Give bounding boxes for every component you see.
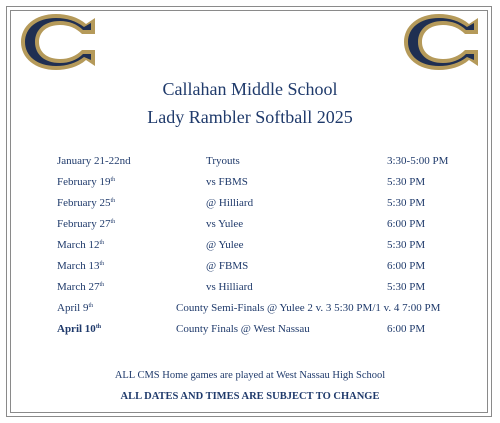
game-event: vs FBMS xyxy=(206,176,248,188)
game-date: March 27th xyxy=(57,281,105,293)
schedule-disclaimer: ALL DATES AND TIMES ARE SUBJECT TO CHANGE xyxy=(120,391,380,402)
schedule-row xyxy=(0,281,500,302)
game-time: 6:00 PM xyxy=(387,218,426,230)
schedule-row xyxy=(0,239,500,260)
game-date: January 21-22nd xyxy=(57,155,131,167)
game-time: 5:30 PM xyxy=(387,176,426,188)
schedule-row xyxy=(0,197,500,218)
game-time: 6:00 PM xyxy=(387,323,426,335)
game-date: March 12th xyxy=(57,239,105,251)
game-time: 5:30 PM xyxy=(387,239,426,251)
game-time: 5:30 PM xyxy=(387,197,426,209)
game-time: 3:30-5:00 PM xyxy=(387,155,449,167)
game-date: April 10th xyxy=(57,323,102,335)
c-letter-logo-icon xyxy=(403,14,479,70)
school-title: Callahan Middle School xyxy=(162,79,338,99)
game-date: April 9th xyxy=(57,302,94,314)
game-event: @ FBMS xyxy=(206,260,249,272)
game-event: County Semi-Finals @ Yulee 2 v. 3 5:30 PM/1 v. 4 7:00 PM xyxy=(176,302,441,314)
game-date: February 25th xyxy=(57,197,116,209)
game-event: @ Yulee xyxy=(206,239,244,251)
game-event: vs Yulee xyxy=(206,218,244,230)
team-title: Lady Rambler Softball 2025 xyxy=(147,107,353,127)
game-time: 6:00 PM xyxy=(387,260,426,272)
schedule-row xyxy=(0,155,500,176)
game-date: February 27th xyxy=(57,218,116,230)
schedule-row xyxy=(0,323,500,344)
c-letter-logo-icon xyxy=(20,14,96,70)
game-event: @ Hilliard xyxy=(206,197,254,209)
schedule-row xyxy=(0,218,500,239)
game-date: February 19th xyxy=(57,176,116,188)
schedule-row xyxy=(0,302,500,323)
schedule-row xyxy=(0,176,500,197)
game-event: Tryouts xyxy=(206,155,240,167)
home-games-note: ALL CMS Home games are played at West Nassau High School xyxy=(114,370,386,381)
game-event: County Finals @ West Nassau xyxy=(176,323,310,335)
schedule-row xyxy=(0,260,500,281)
game-time: 5:30 PM xyxy=(387,281,426,293)
game-date: March 13th xyxy=(57,260,105,272)
schedule-table xyxy=(0,155,500,344)
game-event: vs Hilliard xyxy=(206,281,253,293)
